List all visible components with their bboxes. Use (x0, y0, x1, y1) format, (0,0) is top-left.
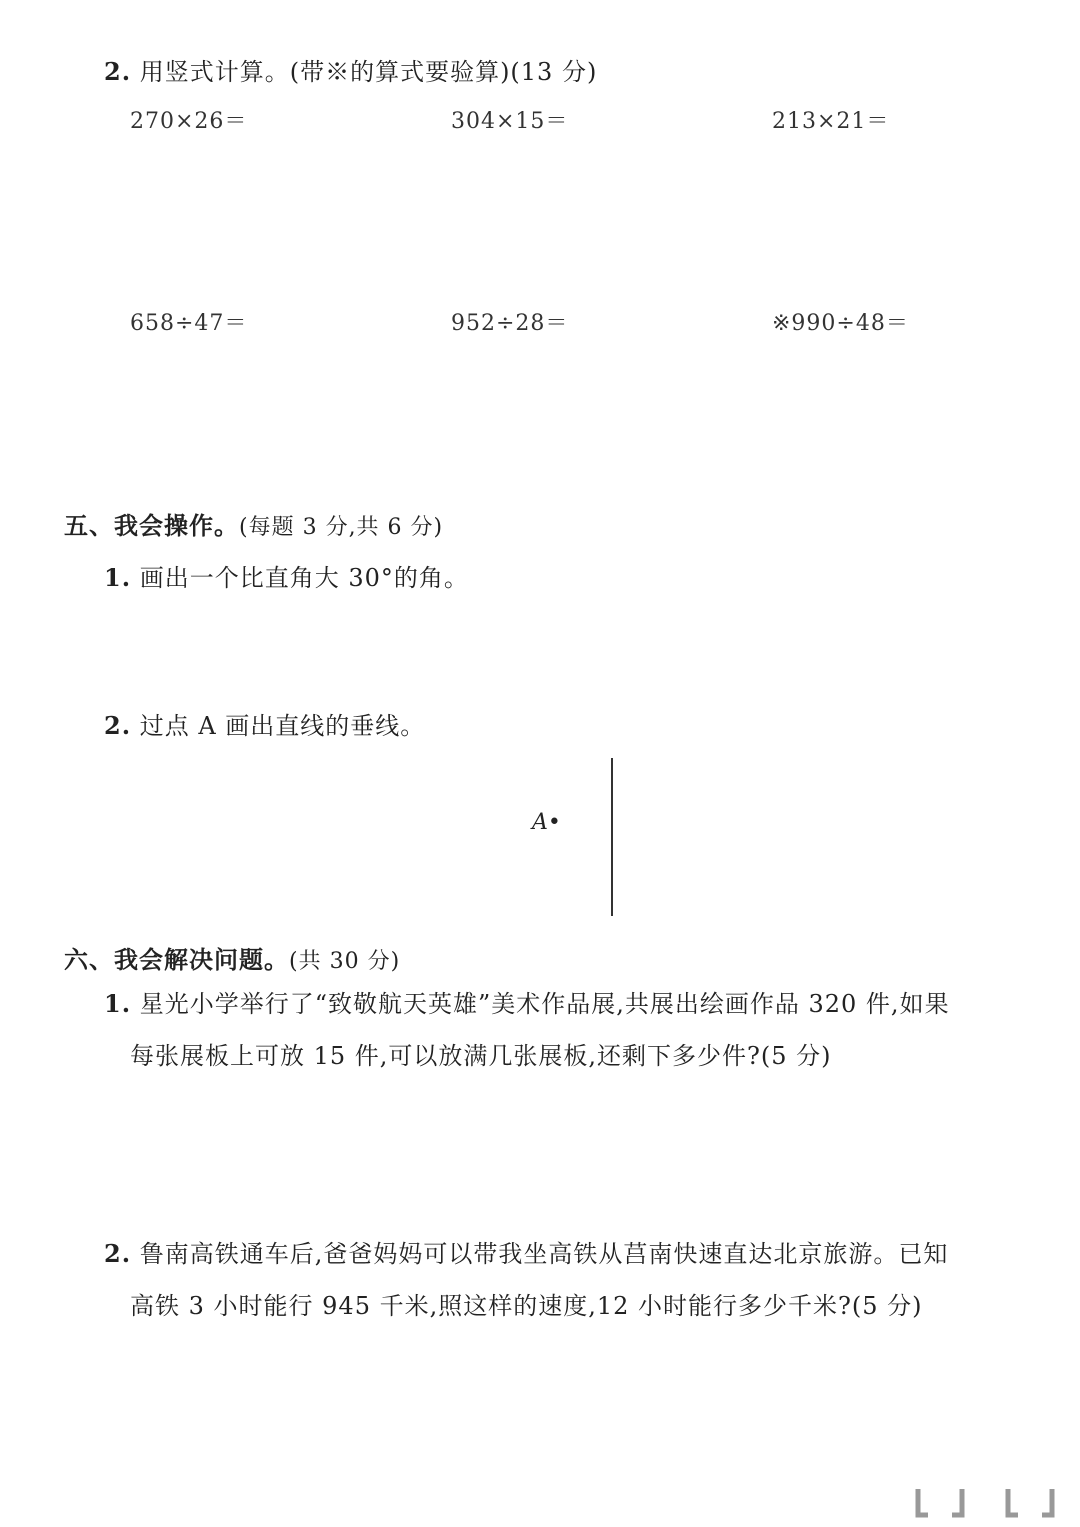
question-line-2: 每张展板上可放 15 件,可以放满几张展板,还剩下多少件?(5 分) (130, 1042, 832, 1070)
question-line-1: 鲁南高铁通车后,爸爸妈妈可以带我坐高铁从莒南快速直达北京旅游。已知 (139, 1240, 949, 1268)
question-line-2: 高铁 3 小时能行 945 千米,照这样的速度,12 小时能行多少千米?(5 分) (130, 1292, 923, 1320)
question-number: 2. (104, 711, 132, 740)
section6-title: 六、我会解决问题。 (64, 945, 289, 974)
section6-note: (共 30 分) (289, 949, 401, 974)
section6-question-1 (104, 978, 950, 1082)
section5-heading (64, 506, 443, 541)
section6-question-2 (104, 1228, 948, 1332)
question-number: 2. (104, 1239, 132, 1268)
section5-question-2 (104, 706, 425, 741)
calc-expression-6: ※990÷48＝ (772, 311, 909, 336)
calc-expression-5: 952÷28＝ (451, 311, 569, 336)
calc-expression-3: 213×21＝ (772, 109, 890, 134)
calc-expression-4: 658÷47＝ (130, 311, 248, 336)
question-number: 1. (104, 563, 132, 592)
question-text: 用竖式计算。(带※的算式要验算)(13 分) (139, 58, 598, 86)
section5-title: 五、我会操作。 (64, 511, 239, 540)
section5-note: (每题 3 分,共 6 分) (239, 515, 444, 540)
question-number: 2. (104, 57, 132, 86)
question-text: 过点 A 画出直线的垂线。 (139, 712, 426, 740)
section5-question-1 (104, 558, 469, 593)
point-a-label: A• (532, 810, 561, 835)
watermark-bracket-icon (912, 1485, 968, 1519)
question-line-1: 星光小学举行了“致敬航天英雄”美术作品展,共展出绘画作品 320 件,如果 (139, 990, 950, 1018)
question-number: 1. (104, 989, 132, 1018)
straight-line (611, 758, 613, 916)
calc-expression-2: 304×15＝ (451, 109, 569, 134)
question-text: 画出一个比直角大 30°的角。 (139, 564, 469, 592)
watermark-bracket-icon (1002, 1485, 1058, 1519)
vertical-calc-question (104, 52, 597, 87)
section6-heading (64, 940, 400, 975)
calc-expression-1: 270×26＝ (130, 109, 248, 134)
